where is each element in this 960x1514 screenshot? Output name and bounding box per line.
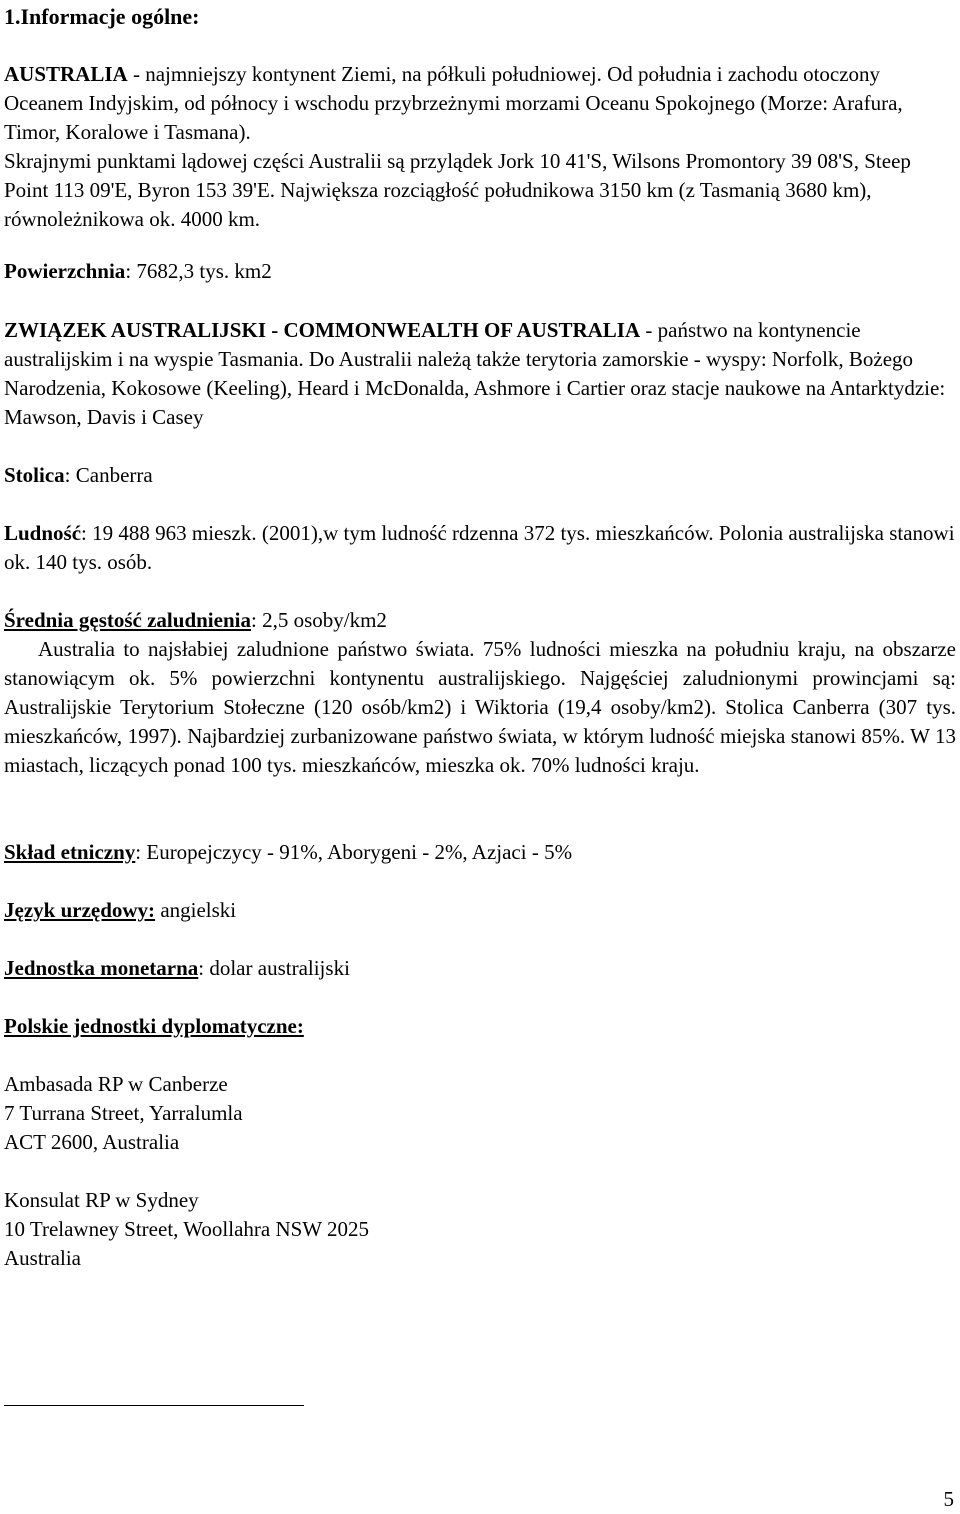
density-line bbox=[4, 606, 956, 635]
area-line bbox=[4, 257, 956, 286]
embassy-line-2: 7 Turrana Street, Yarralumla bbox=[4, 1101, 243, 1125]
embassy-line-1: Ambasada RP w Canberze bbox=[4, 1072, 228, 1096]
embassy-address bbox=[4, 1070, 956, 1157]
intro-lead: AUSTRALIA bbox=[4, 62, 128, 86]
ethnic-value: : Europejczycy - 91%, Aborygeni - 2%, Azjaci - 5% bbox=[135, 840, 573, 864]
capital-label: Stolica bbox=[4, 463, 65, 487]
currency-line bbox=[4, 954, 956, 983]
diplomatic-heading bbox=[4, 1012, 956, 1041]
state-text: - państwo na kontynencie australijskim i na wyspie Tasmania. Do Australii należą także terytoria zamorskie - wyspy: Norfolk, Bożego Narodzenia, Kokosowe (Keeling), Heard i McDonalda, Ashmore i Cartier oraz stacje naukowe na Antarktydzie: Mawson, Davis i Casey bbox=[4, 318, 946, 429]
language-line bbox=[4, 896, 956, 925]
consulate-line-1: Konsulat RP w Sydney bbox=[4, 1188, 199, 1212]
ethnic-label: Skład etniczny bbox=[4, 840, 136, 864]
embassy-line-3: ACT 2600, Australia bbox=[4, 1130, 180, 1154]
intro-text-1: - najmniejszy kontynent Ziemi, na półkuli południowej. Od południa i zachodu otoczony Oceanem Indyjskim, od północy i wschodu przybrzeżnymi morzami Oceanu Spokojnego (Morze: Arafura, Timor, Koralowe i Tasmana). bbox=[4, 62, 903, 144]
state-paragraph bbox=[4, 316, 956, 432]
area-value: : 7682,3 tys. km2 bbox=[125, 259, 272, 283]
density-label: Średnia gęstość zaludnienia bbox=[4, 608, 251, 632]
diplomatic-label: Polskie jednostki dyplomatyczne: bbox=[4, 1014, 304, 1038]
consulate-address bbox=[4, 1186, 956, 1273]
currency-label: Jednostka monetarna bbox=[4, 956, 199, 980]
density-value: : 2,5 osoby/km2 bbox=[250, 608, 387, 632]
density-description: Australia to najsłabiej zaludnione państwo świata. 75% ludności mieszka na południu kraju, na obszarze stanowiącym ok. 5% powierzchni kontynentu australijskiego. Najgęściej zaludnionymi prowincjami są: Australijskie Terytorium Stołeczne (120 osób/km2) i Wiktoria (19,4 osoby/km2). Stolica Canberra (307 tys. mieszkańców, 1997). Najbardziej zurbanizowane państwo świata, w którym ludność miejska stanowi 85%. W 13 miastach, liczących ponad 100 tys. mieszkańców, mieszka ok. 70% ludności kraju. bbox=[4, 637, 956, 777]
area-label: Powierzchnia bbox=[4, 259, 126, 283]
capital-value: : Canberra bbox=[64, 463, 153, 487]
language-label: Język urzędowy: bbox=[4, 898, 156, 922]
currency-value: : dolar australijski bbox=[198, 956, 350, 980]
consulate-line-2: 10 Trelawney Street, Woollahra NSW 2025 bbox=[4, 1217, 369, 1241]
footnote-separator bbox=[4, 1405, 304, 1406]
language-value: angielski bbox=[155, 898, 237, 922]
section-title: 1.Informacje ogólne: bbox=[4, 4, 200, 29]
intro-text-2: Skrajnymi punktami lądowej części Australii są przylądek Jork 10 41'S, Wilsons Promontory 39 08'S, Steep Point 113 09'E, Byron 153 39'E. Największa rozciągłość południkowa 3150 km (z Tasmanią 3680 km), równoleżnikowa ok. 4000 km. bbox=[4, 149, 911, 231]
intro-paragraph bbox=[4, 60, 956, 234]
state-lead: ZWIĄZEK AUSTRALIJSKI - COMMONWEALTH OF AUSTRALIA bbox=[4, 318, 641, 342]
population-label: Ludność bbox=[4, 521, 82, 545]
population-paragraph bbox=[4, 519, 956, 577]
population-value: : 19 488 963 mieszk. (2001),w tym ludność rdzenna 372 tys. mieszkańców. Polonia australijska stanowi ok. 140 tys. osób. bbox=[4, 521, 955, 574]
ethnic-line bbox=[4, 838, 956, 867]
page-number: 5 bbox=[943, 1487, 954, 1511]
consulate-line-3: Australia bbox=[4, 1246, 81, 1270]
capital-line bbox=[4, 461, 956, 490]
